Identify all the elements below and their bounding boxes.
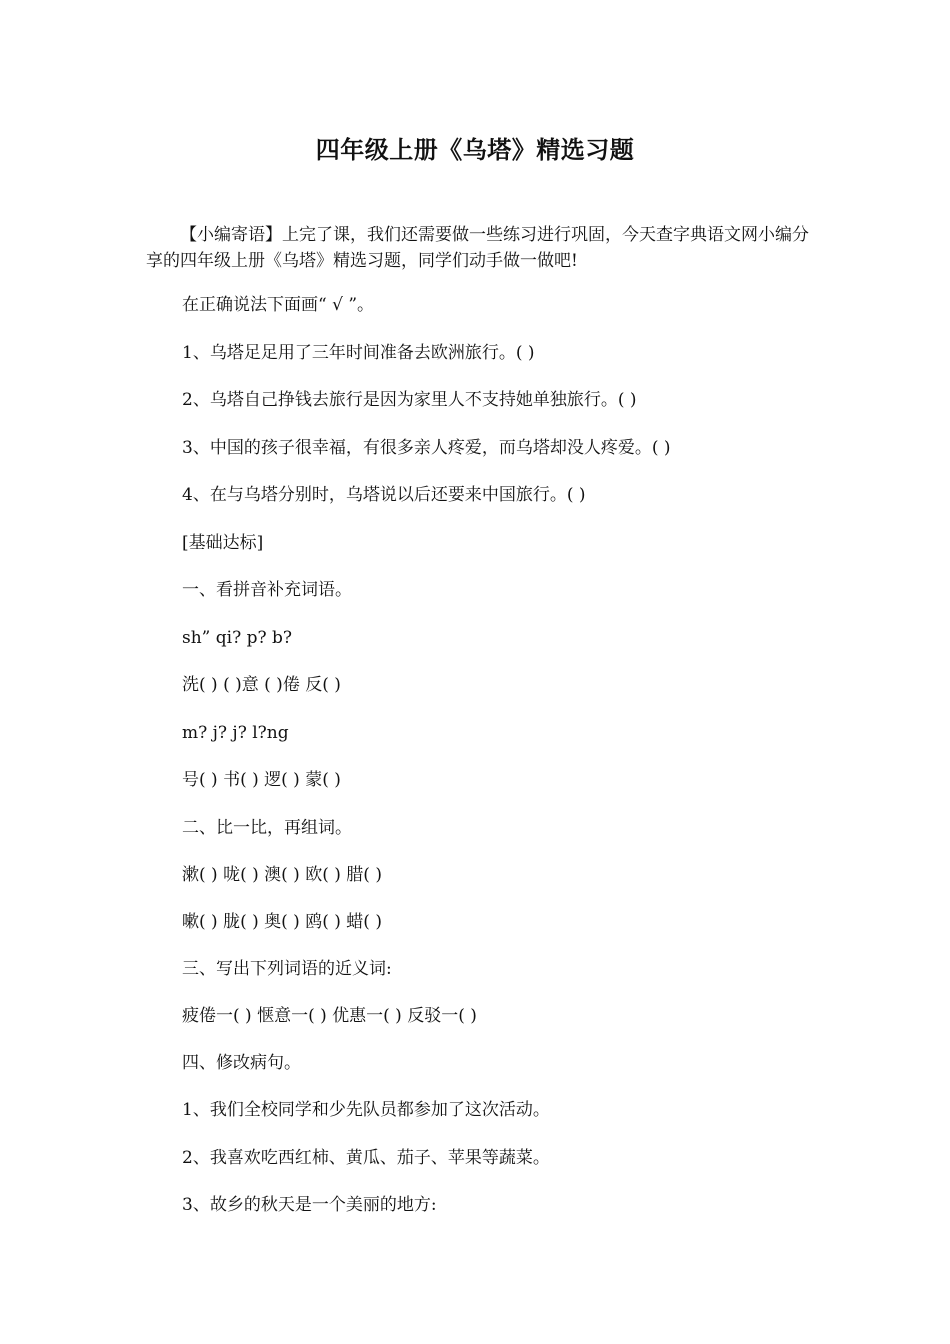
judge-item-1: 1、乌塔足足用了三年时间准备去欧洲旅行。( ) (182, 343, 535, 363)
judge-item-2: 2、乌塔自己挣钱去旅行是因为家里人不支持她单独旅行。( ) (182, 390, 637, 410)
sentence-item-3: 3、故乡的秋天是一个美丽的地方: (182, 1195, 437, 1215)
sentence-item-2: 2、我喜欢吃西红柿、黄瓜、茄子、苹果等蔬菜。 (182, 1148, 550, 1168)
section-heading-1: 一、看拼音补充词语。 (182, 580, 352, 600)
section-label-basic: [基础达标] (182, 533, 264, 553)
pinyin-row-1: sh” qi? p? b? (182, 628, 293, 648)
pinyin-row-2: m? j? j? l?ng (182, 723, 289, 743)
section-heading-4: 四、修改病句。 (182, 1053, 301, 1073)
document-title: 四年级上册《乌塔》精选习题 (315, 135, 635, 164)
word-row-2: 号( ) 书( ) 逻( ) 蒙( ) (182, 770, 341, 790)
intro-paragraph: 【小编寄语】上完了课，我们还需要做一些练习进行巩固，今天查字典语文网小编分享的四年级上册《乌塔》精选习题，同学们动手做一做吧! (146, 225, 809, 271)
word-row-1: 洗( ) ( )意 ( )倦 反( ) (182, 675, 341, 695)
sentence-item-1: 1、我们全校同学和少先队员都参加了这次活动。 (182, 1100, 550, 1120)
compare-row-1: 漱( ) 咙( ) 澳( ) 欧( ) 腊( ) (182, 865, 382, 885)
judge-item-4: 4、在与乌塔分别时，乌塔说以后还要来中国旅行。( ) (182, 485, 586, 505)
compare-row-2: 嗽( ) 胧( ) 奥( ) 鸥( ) 蜡( ) (182, 912, 382, 932)
judge-item-3: 3、中国的孩子很幸福，有很多亲人疼爱，而乌塔却没人疼爱。( ) (182, 438, 671, 458)
instruction-line: 在正确说法下面画“ √ ”。 (182, 295, 375, 315)
synonym-row: 疲倦一( ) 惬意一( ) 优惠一( ) 反驳一( ) (182, 1006, 477, 1026)
section-heading-2: 二、比一比，再组词。 (182, 818, 352, 838)
section-heading-3: 三、写出下列词语的近义词: (182, 959, 392, 979)
